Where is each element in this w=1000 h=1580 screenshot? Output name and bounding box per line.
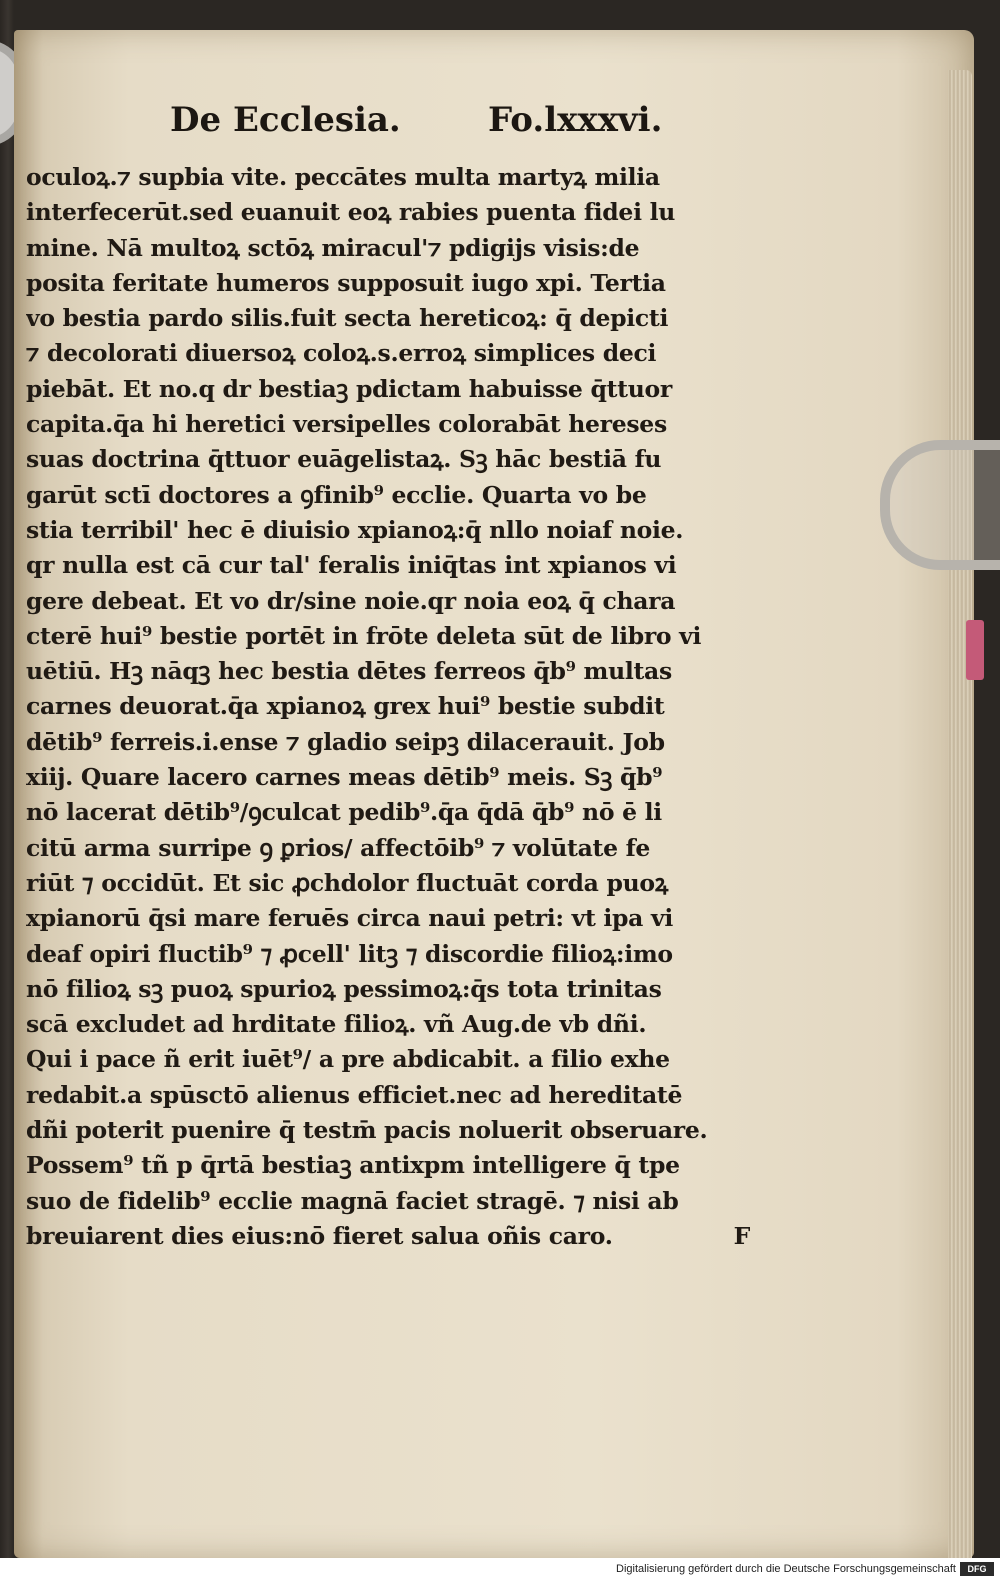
page-edges [948,70,972,1558]
text-line-content: interfecerūt.sed euanuit eoꝝ rabies puenta fidei lu [26,198,675,227]
text-line [26,160,768,195]
footer-bar [0,1558,1000,1580]
text-line-content: vo bestia pardo silis.fuit secta hereticoꝝ: q̄ depicti [26,304,669,333]
text-line [26,795,768,830]
text-line [26,1113,768,1148]
text-line-content: citū arma surripe ꝯ ꝑrios/ affectōib⁹ ⁊ volūtate fe [26,833,651,862]
text-line [26,689,768,724]
text-line [26,1042,768,1077]
text-line [26,1007,768,1042]
text-line-content: Qui i pace ñ erit iuēt⁹/ a pre abdicabit. a filio exhe [26,1045,670,1074]
text-line [26,831,768,866]
text-line-content: nō lacerat dētib⁹/ꝯculcat pedib⁹.q̄a q̄dā q̄b⁹ nō ē li [26,798,662,827]
text-line [26,301,768,336]
text-line [26,442,768,477]
text-line-content: scā excludet ad hrditate filioꝝ. vñ Aug.de vb dñi. [26,1010,647,1039]
text-line [26,654,768,689]
funding-credit: Digitalisierung gefördert durch die Deutsche Forschungsgemeinschaft [616,1563,956,1575]
text-line-content: xiij. Quare lacero carnes meas dētib⁹ meis. Sꝫ q̄b⁹ [26,763,663,792]
text-line-content: capita.q̄a hi heretici versipelles colorabāt hereses [26,410,667,439]
text-line-content: riūt ⁊ occidūt. Et sic ꝓchdolor fluctuāt corda puoꝝ [26,868,669,897]
text-line-content: gere debeat. Et vo dr/sine noie.qr noia eoꝝ q̄ chara [26,586,676,615]
text-line-content: dñi poterit puenire q̄ testm̄ pacis noluerit obseruare. [26,1116,708,1145]
text-line-content: Possem⁹ tñ p q̄rtā bestiaꝫ antixpm intelligere q̄ tpe [26,1151,680,1180]
text-line [26,1078,768,1113]
text-line [26,336,768,371]
text-line-content: stia terribil' hec ē diuisio xpianoꝝ:q̄ nllo noiaf noie. [26,515,684,544]
text-line [26,407,768,442]
text-line-content: ⁊ decolorati diuersoꝝ coloꝝ.s.erroꝝ simplices deci [26,339,657,368]
text-line-content: breuiarent dies eius:nō fieret salua oñis caro. [26,1221,613,1250]
running-head [170,100,690,152]
text-line [26,760,768,795]
text-line-content: mine. Nā multoꝝ sctōꝝ miracul'⁊ pdigijs visis:de [26,233,640,262]
text-line [26,1184,768,1219]
text-line [26,1219,768,1254]
text-line-content: cterē hui⁹ bestie portēt in frōte deleta sūt de libro vi [26,621,702,650]
text-line [26,972,768,1007]
text-line-content: qr nulla est cā cur tal' feralis iniq̄tas int xpianos vi [26,551,677,580]
text-line [26,866,768,901]
signature-mark: F [733,1221,750,1250]
text-line-content: dētib⁹ ferreis.i.ense ⁊ gladio seipꝫ dilacerauit. Job [26,727,665,756]
text-line [26,195,768,230]
text-line-content: posita feritate humeros supposuit iugo xpi. Tertia [26,268,666,297]
text-line-content: carnes deuorat.q̄a xpianoꝝ grex hui⁹ bestie subdit [26,692,665,721]
text-line-content: nō filioꝝ sꝫ puoꝝ spurioꝝ pessimoꝝ:q̄s tota trinitas [26,974,662,1003]
bookmark-ribbon [966,620,984,680]
running-head-title: De Ecclesia. [170,100,401,140]
text-line [26,372,768,407]
text-line-content: xpianorū q̄si mare feruēs circa naui petri: vt ipa vi [26,904,673,933]
text-line [26,513,768,548]
page-clip [880,440,1000,570]
text-line [26,1148,768,1183]
text-line-content: uētiū. Hꝫ nāqꝫ hec bestia dētes ferreos q̄b⁹ multas [26,657,672,686]
text-line [26,725,768,760]
text-line-content: redabit.a spūsctō alienus efficiet.nec ad hereditatē [26,1080,683,1109]
folio-number: Fo.lxxxvi. [488,100,663,140]
text-line-content: suas doctrina q̄ttuor euāgelistaꝝ. Sꝫ hāc bestiā fu [26,445,662,474]
text-line [26,266,768,301]
text-line [26,231,768,266]
text-line [26,584,768,619]
page-body-text [26,160,768,1254]
text-line-content: oculoꝝ.⁊ supbia vite. peccātes multa martyꝝ milia [26,163,660,191]
dfg-logo: DFG [960,1562,994,1576]
text-line-content: piebāt. Et no.q dr bestiaꝫ pdictam habuisse q̄ttuor [26,374,672,403]
text-line-content: deaf opiri fluctib⁹ ⁊ ꝓcell' litꝫ ⁊ discordie filioꝝ:imo [26,939,673,968]
text-line [26,478,768,513]
text-line [26,937,768,972]
text-line [26,548,768,583]
text-line-content: suo de fidelib⁹ ecclie magnā faciet stragē. ⁊ nisi ab [26,1186,679,1215]
text-line [26,901,768,936]
text-line-content: garūt sctī doctores a ꝯfinib⁹ ecclie. Quarta vo be [26,480,647,509]
text-line [26,619,768,654]
